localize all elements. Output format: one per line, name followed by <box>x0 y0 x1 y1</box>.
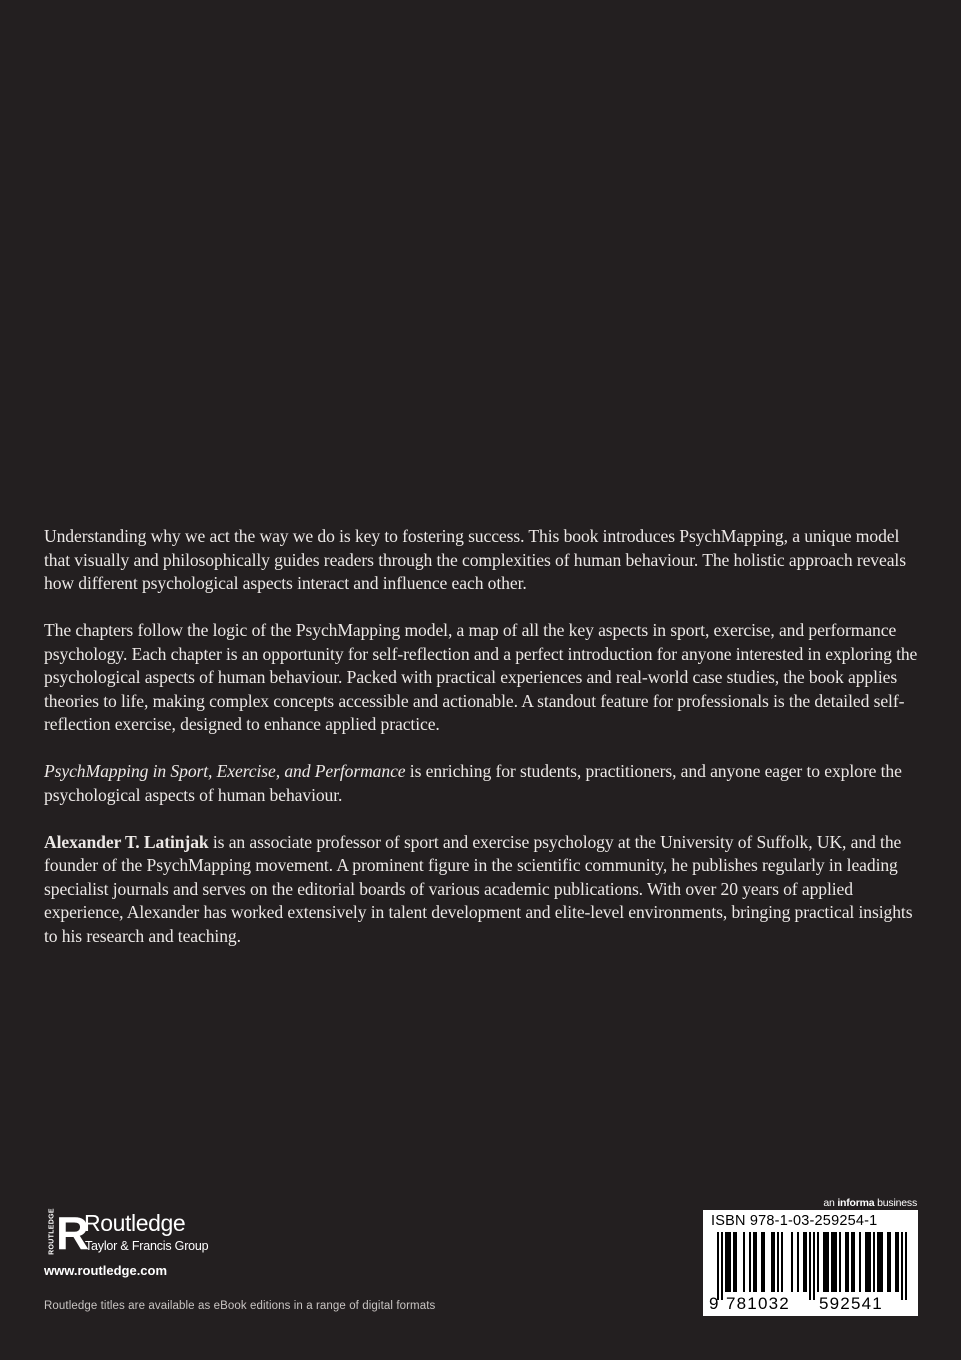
barcode-bar <box>823 1232 825 1292</box>
publisher-website: www.routledge.com <box>44 1263 168 1278</box>
barcode-bar <box>827 1232 829 1292</box>
publisher-group: Taylor & Francis Group <box>85 1239 209 1253</box>
isbn-barcode <box>703 1210 918 1316</box>
barcode-bar <box>781 1232 783 1292</box>
barcode-bar <box>835 1232 837 1292</box>
barcode-bar <box>721 1232 723 1300</box>
barcode-bar <box>717 1232 719 1300</box>
blurb-paragraph-3-text: is enriching for students, practitioners, and anyone eager to explore the psychological aspects of human behaviour. <box>44 761 902 805</box>
blurb-paragraph-3 <box>44 760 924 807</box>
barcode-bar <box>773 1232 775 1292</box>
barcode-bar <box>817 1232 819 1292</box>
barcode-bar <box>729 1232 731 1292</box>
barcode-bar <box>833 1232 835 1292</box>
blurb-paragraph-2: The chapters follow the logic of the PsychMapping model, a map of all the key aspects in sport, exercise, and performance psychology. Each chapter is an opportunity for self-reflection and a perfect introduction for anyone interested in exploring the psychological aspects of human behaviour. Packed with practical experiences and real-world case studies, the book applies theories to life, making complex concepts accessible and actionable. A standout feature for professionals is the detailed self-reflection exercise, designed to enhance applied practice. <box>44 620 918 734</box>
barcode-bar <box>853 1232 855 1292</box>
logo-r-icon: R <box>56 1207 90 1259</box>
back-cover-blurb <box>44 525 924 972</box>
barcode-bar <box>877 1232 879 1292</box>
barcode-bar <box>753 1232 755 1292</box>
routledge-logo-mark <box>44 1207 90 1259</box>
barcode-bar <box>887 1232 889 1292</box>
barcode-bar <box>791 1232 793 1292</box>
author-name: Alexander T. Latinjak <box>44 831 209 852</box>
ebook-note: Routledge titles are available as eBook editions in a range of digital formats <box>44 1300 436 1312</box>
barcode-bar <box>763 1232 765 1292</box>
barcode-bar <box>749 1232 751 1292</box>
barcode-bar <box>813 1232 815 1300</box>
barcode-lead-digit: 9 <box>709 1294 720 1313</box>
barcode-bar <box>839 1232 841 1292</box>
barcode-bar <box>803 1232 805 1292</box>
barcode-bar <box>865 1232 867 1292</box>
barcode-bar <box>725 1232 727 1292</box>
barcode-bar <box>797 1232 799 1292</box>
barcode-bar <box>905 1232 907 1300</box>
barcode-bar <box>761 1232 763 1292</box>
book-title: PsychMapping in Sport, Exercise, and Performance <box>44 761 406 781</box>
author-bio <box>44 831 924 949</box>
barcode-bar <box>873 1232 875 1292</box>
barcode-bar <box>859 1232 861 1292</box>
barcode-bar <box>735 1232 737 1292</box>
barcode-group-1: 781032 <box>726 1294 790 1313</box>
barcode-bar <box>825 1232 827 1292</box>
barcode-bar <box>727 1232 729 1292</box>
barcode-bar <box>881 1232 883 1292</box>
barcode-bar <box>901 1232 903 1300</box>
barcode-bar <box>777 1232 779 1292</box>
barcode-bar <box>895 1232 897 1292</box>
barcode-bar <box>869 1232 871 1292</box>
informa-suffix: business <box>874 1197 917 1209</box>
author-bio-text: is an associate professor of sport and exercise psychology at the University of Suffolk, UK, and the founder of the PsychMapping movement. A prominent figure in the scientific community, he publishes regularly in leading specialist journals and serves on the editorial boards of various academic publications. With over 20 years of applied experience, Alexander has worked extensively in talent development and elite-level environments, bringing practical insights to his research and teaching. <box>44 831 913 946</box>
barcode-bar <box>805 1232 807 1292</box>
logo-vertical-text: ROUTLEDGE <box>48 1208 56 1255</box>
barcode-bar <box>755 1232 757 1292</box>
informa-brand: informa <box>837 1197 875 1209</box>
barcode-bar <box>771 1232 773 1292</box>
barcode-group-2: 592541 <box>819 1294 883 1313</box>
barcode-bar <box>733 1232 735 1292</box>
barcode-bar <box>743 1232 745 1292</box>
blurb-paragraph-1: Understanding why we act the way we do is key to fostering success. This book introduces PsychMapping, a unique model that visually and philosophically guides readers through the complexities of human behaviour. The holistic approach reveals how different psychological aspects interact and influence each other. <box>44 526 906 593</box>
barcode-bar <box>851 1232 853 1292</box>
barcode-bar <box>879 1232 881 1292</box>
barcode-bar <box>847 1232 849 1292</box>
publisher-name: Routledge <box>84 1210 186 1236</box>
barcode-bar <box>831 1232 833 1292</box>
barcode-bar <box>867 1232 869 1292</box>
isbn-label: ISBN 978-1-03-259254-1 <box>711 1213 878 1229</box>
informa-prefix: an <box>823 1197 838 1209</box>
barcode-bar <box>809 1232 811 1300</box>
barcode-bar <box>897 1232 899 1292</box>
barcode-bars <box>703 1232 918 1302</box>
barcode-bar <box>889 1232 891 1292</box>
informa-business-label <box>823 1197 917 1209</box>
barcode-bar <box>845 1232 847 1292</box>
